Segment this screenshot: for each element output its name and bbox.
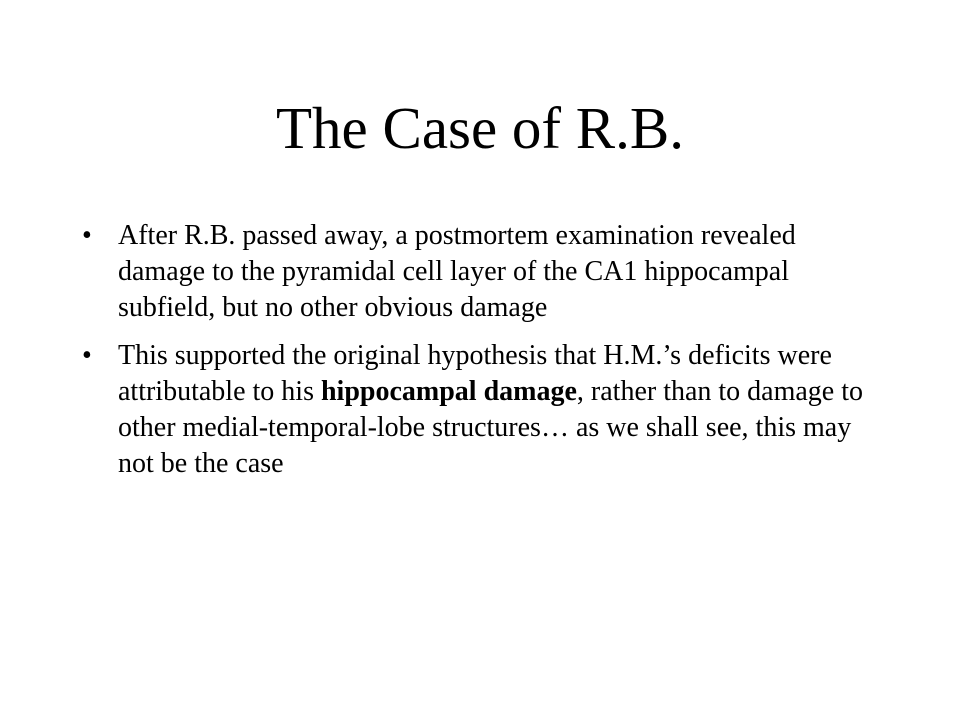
bullet-icon: • — [82, 340, 92, 371]
bullet-icon: • — [82, 220, 92, 251]
bullet-item-1 — [82, 218, 882, 326]
slide-title: The Case of R.B. — [275, 95, 685, 161]
bullet-text-after: , rather than to damage to other medial-temporal-lobe structures… as we shall see, this may not be the case — [118, 376, 864, 479]
bullet-list — [82, 218, 882, 494]
bullet-text: After R.B. passed away, a postmortem examination revealed damage to the pyramidal cell layer of the CA1 hippocampal subfield, but no other obvious damage — [118, 220, 796, 323]
bullet-item-2 — [82, 338, 882, 482]
bullet-bold-text: hippocampal damage — [320, 376, 577, 407]
bullet-text-before: This supported the original hypothesis that H.M.’s deficits were attributable to his — [118, 340, 832, 407]
